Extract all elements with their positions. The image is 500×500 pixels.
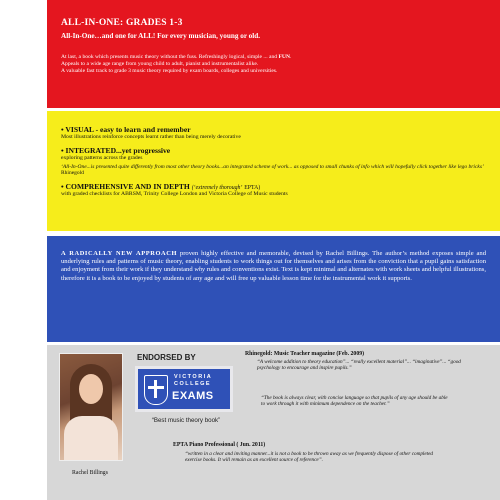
intro-text xyxy=(61,54,481,75)
approach-lead: A RADICALLY NEW APPROACH xyxy=(61,250,178,257)
victoria-college-exams-logo: VICTORIA COLLEGE EXAMS xyxy=(135,366,233,412)
feature-text: with graded checklists for ABRSM, Trinity College London and Victoria College of Music students xyxy=(61,190,288,197)
feature-quote: ‘All-In-One...is presented quite differently from most other theory books...an integrated scheme of work... as opposed to small chunks of info which will hopefully click together like lego bricks’ Rhinegold xyxy=(61,163,484,177)
grey-panel xyxy=(47,345,500,500)
endorsed-label: ENDORSED BY xyxy=(137,353,196,362)
feature-heading: • INTEGRATED...yet progressive xyxy=(61,145,171,155)
feature-heading: • COMPREHENSIVE AND IN DEPTH (‘extremely thorough’ EPTA) xyxy=(61,181,261,191)
epta-quote: “written in a clear and inviting manner...it is not a book to be thrown away as we frequently dispose of other completed exercise books. It will remain as an excellent source of reference”. xyxy=(185,451,434,464)
feature-comprehensive xyxy=(61,182,486,198)
quote-source: EPTA) xyxy=(244,184,261,191)
blue-panel xyxy=(47,236,500,342)
rhinegold-quote-1: “A welcome addition to theory education”... “really excellent material”... “imaginative”... “good psychology to encourage and inspire pupils.” xyxy=(257,359,461,372)
intro-line-1: At last, a book which presents music theory without the fuss. Refreshingly logical, simple ... and FUN. xyxy=(61,54,292,60)
feature-heading: • VISUAL - easy to learn and remember xyxy=(61,125,191,134)
rhinegold-quote-2: “The book is always clear, with concise language so that pupils of any age should be able to work through it with minimum dependence on the teacher.” xyxy=(261,395,448,408)
intro-line-2: Appeals to a wide age range from young child to adult, pianist and instrumentalist alike. xyxy=(61,61,259,67)
emphasis-why: why xyxy=(194,266,205,274)
feature-text: exploring patterns across the grades xyxy=(61,154,143,161)
rhinegold-heading: Rhinegold: Music Teacher magazine (Feb. 2009) xyxy=(245,351,365,357)
fun-word: FUN xyxy=(278,54,290,60)
author-photo xyxy=(59,353,123,461)
quote-source: Rhinegold xyxy=(61,170,84,177)
book-subtitle: All-In-One…and one for ALL! For every musician, young or old. xyxy=(61,32,261,40)
yellow-panel xyxy=(47,111,500,231)
intro-line-3: A valuable fast track to grade 3 music theory required by exam boards, colleges and universities. xyxy=(61,68,278,74)
logo-quote: “Best music theory book” xyxy=(151,417,221,424)
feature-integrated xyxy=(61,146,486,177)
approach-text: A RADICALLY NEW APPROACH proven highly effective and memorable, devised by Rachel Billings. The author’s method exposes simple and underlying rules and patterns of music theory, enabling students to work things out for themselves and arises from the conviction that a pupil gains satisfaction and enjoyment from their work if they understand why rules and conventions exist. Text is kept minimal and alternates with work sheets and helpful illustrations, therefore it is a book to be enjoyed by students of any age and will free up valuable lesson time for the instrumental work it supports. xyxy=(61,250,487,282)
feature-quote: (‘extremely thorough’ xyxy=(191,184,243,191)
book-title: ALL-IN-ONE: GRADES 1-3 xyxy=(61,18,183,28)
red-panel xyxy=(47,0,500,108)
feature-visual xyxy=(61,125,486,141)
feature-text: Most illustrations reinforce concepts learnt rather than being merely decorative xyxy=(61,134,241,140)
epta-heading: EPTA Piano Professional ( Jun. 2011) xyxy=(173,442,266,448)
author-caption: Rachel Billings xyxy=(72,470,108,476)
crest-icon xyxy=(144,375,168,405)
